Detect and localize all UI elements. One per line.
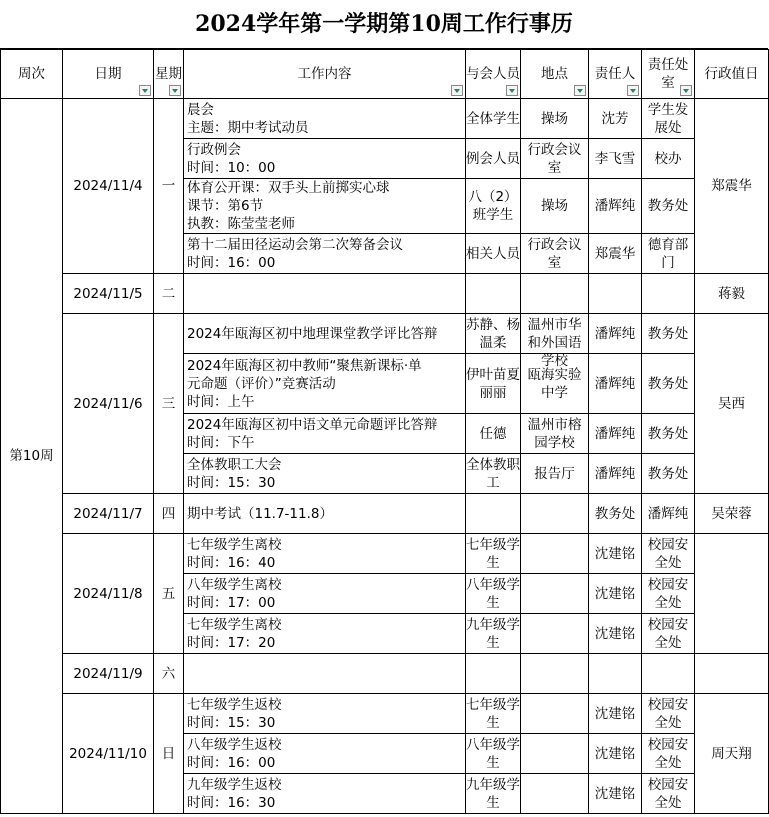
weekday-cell: 五 xyxy=(154,534,184,654)
header-attendees xyxy=(466,50,521,99)
attendees-cell xyxy=(466,454,521,494)
content-line: 执教：陈莹莹老师 xyxy=(187,216,295,232)
attendees-value: 苏静、杨温柔 xyxy=(466,316,520,351)
date-cell: 2024/11/10 xyxy=(63,694,154,814)
office-cell xyxy=(642,454,695,494)
header-person xyxy=(589,50,642,99)
location-cell xyxy=(521,139,589,179)
content-line: 全体教职工大会 xyxy=(187,456,282,473)
office-cell xyxy=(642,574,695,614)
attendees-cell xyxy=(466,734,521,774)
person-cell xyxy=(589,574,642,614)
office-cell xyxy=(642,614,695,654)
office-cell xyxy=(642,274,695,314)
person-value: 潘辉纯 xyxy=(594,465,636,482)
header-date-label: 日期 xyxy=(94,66,122,82)
location-value: 温州市榕园学校 xyxy=(527,416,582,451)
person-cell xyxy=(589,654,642,694)
content-line: 晨会 xyxy=(187,101,214,118)
location-cell xyxy=(521,454,589,494)
location-cell xyxy=(521,414,589,454)
office-cell xyxy=(642,534,695,574)
duty-cell xyxy=(695,654,769,694)
location-cell xyxy=(521,734,589,774)
person-value: 沈芳 xyxy=(601,110,629,127)
content-line: 2024年瓯海区初中语文单元命题评比答辩 xyxy=(187,416,438,433)
person-value: 潘辉纯 xyxy=(594,375,636,392)
schedule-table xyxy=(0,49,769,814)
office-value: 学生发展处 xyxy=(647,101,689,136)
location-cell xyxy=(521,179,589,234)
header-content xyxy=(184,50,466,99)
header-office-label: 责任处室 xyxy=(647,57,689,91)
office-value: 校办 xyxy=(654,150,682,167)
location-cell xyxy=(521,654,589,694)
attendees-cell xyxy=(466,494,521,534)
office-value: 教务处 xyxy=(647,198,689,214)
content-line: 八年级学生离校 xyxy=(187,576,282,593)
location-cell xyxy=(521,534,589,574)
office-cell xyxy=(642,179,695,234)
header-weekday-label: 星期 xyxy=(155,66,182,82)
duty-cell: 蒋毅 xyxy=(695,274,769,314)
content-cell xyxy=(184,234,466,274)
location-cell xyxy=(521,574,589,614)
header-weekday xyxy=(154,50,184,99)
content-cell xyxy=(184,274,466,314)
filter-dropdown-icon[interactable] xyxy=(451,85,463,96)
duty-cell: 周天翔 xyxy=(695,694,769,814)
attendees-value: 相关人员 xyxy=(466,245,520,262)
content-cell xyxy=(184,694,466,734)
attendees-cell xyxy=(466,414,521,454)
duty-cell: 郑震华 xyxy=(695,99,769,274)
attendees-cell xyxy=(466,139,521,179)
content-line: 2024年瓯海区初中地理课堂教学评比答辩 xyxy=(187,325,438,342)
page-title: 2024学年第一学期第10周工作行事历 xyxy=(0,0,768,49)
location-value: 瓯海实验中学 xyxy=(527,366,582,401)
person-cell xyxy=(589,139,642,179)
date-cell: 2024/11/6 xyxy=(63,314,154,494)
content-line: 七年级学生离校 xyxy=(187,616,282,633)
person-cell xyxy=(589,774,642,814)
office-cell xyxy=(642,734,695,774)
content-line: 行政例会 xyxy=(187,141,241,158)
content-cell xyxy=(184,614,466,654)
content-cell xyxy=(184,534,466,574)
filter-dropdown-icon[interactable] xyxy=(139,85,151,96)
header-location-label: 地点 xyxy=(541,66,568,82)
office-cell xyxy=(642,354,695,414)
person-cell xyxy=(589,414,642,454)
content-line: 时间：17：00 xyxy=(187,594,276,611)
weekday-cell: 二 xyxy=(154,274,184,314)
office-value: 校园安全处 xyxy=(647,736,689,771)
duty-cell: 吴西 xyxy=(695,314,769,494)
content-line: 时间：15：30 xyxy=(187,474,276,491)
person-value: 李飞雪 xyxy=(594,150,636,167)
filter-dropdown-icon[interactable] xyxy=(680,85,692,96)
table-row xyxy=(1,274,769,314)
office-value: 教务处 xyxy=(647,375,689,392)
content-line: 时间：16：30 xyxy=(187,794,276,811)
attendees-value: 八（2）班学生 xyxy=(468,189,518,223)
office-value: 校园安全处 xyxy=(647,576,689,611)
person-cell xyxy=(589,179,642,234)
content-line: 七年级学生返校 xyxy=(187,696,282,713)
office-value: 校园安全处 xyxy=(647,776,689,811)
attendees-value: 七年级学生 xyxy=(466,536,520,571)
attendees-cell xyxy=(466,694,521,734)
attendees-cell xyxy=(466,274,521,314)
attendees-value: 例会人员 xyxy=(466,150,520,167)
person-cell xyxy=(589,454,642,494)
content-cell xyxy=(184,179,466,234)
content-cell xyxy=(184,454,466,494)
content-line: 2024年瓯海区初中教师“聚焦新课标·单 xyxy=(187,357,422,374)
location-cell xyxy=(521,694,589,734)
attendees-cell xyxy=(466,574,521,614)
filter-dropdown-icon[interactable] xyxy=(506,85,518,96)
content-line: 时间：17：20 xyxy=(187,634,276,651)
location-cell xyxy=(521,234,589,274)
date-cell: 2024/11/5 xyxy=(63,274,154,314)
attendees-cell xyxy=(466,534,521,574)
attendees-cell xyxy=(466,614,521,654)
attendees-value: 七年级学生 xyxy=(466,696,520,731)
attendees-cell xyxy=(466,354,521,414)
office-cell xyxy=(642,314,695,354)
table-row xyxy=(1,494,769,534)
header-content-label: 工作内容 xyxy=(297,66,352,82)
attendees-cell xyxy=(466,774,521,814)
office-value: 教务处 xyxy=(647,325,689,342)
office-value: 校园安全处 xyxy=(647,616,689,651)
content-line: 时间：16：40 xyxy=(187,554,276,571)
content-line: 八年级学生返校 xyxy=(187,736,282,753)
location-cell xyxy=(521,774,589,814)
table-row xyxy=(1,314,769,354)
content-line: 课节：第6节 xyxy=(187,198,264,214)
content-line: 九年级学生返校 xyxy=(187,776,282,793)
office-cell xyxy=(642,414,695,454)
content-cell xyxy=(184,574,466,614)
attendees-cell xyxy=(466,314,521,354)
weekday-cell: 四 xyxy=(154,494,184,534)
date-cell: 2024/11/9 xyxy=(63,654,154,694)
date-cell: 2024/11/8 xyxy=(63,534,154,654)
office-value: 校园安全处 xyxy=(647,696,689,731)
content-cell xyxy=(184,654,466,694)
duty-cell: 吴荣蓉 xyxy=(695,494,769,534)
header-row xyxy=(1,50,769,99)
week-cell: 第10周 xyxy=(1,99,63,814)
content-line: 时间：15：30 xyxy=(187,714,276,731)
location-value: 报告厅 xyxy=(534,465,575,482)
header-duty: 行政值日 xyxy=(695,50,769,99)
content-cell xyxy=(184,354,466,414)
office-value: 校园安全处 xyxy=(647,536,689,571)
attendees-value: 全体学生 xyxy=(466,110,520,127)
content-line: 时间：16：00 xyxy=(187,254,276,271)
office-value: 教务处 xyxy=(647,465,689,482)
header-week: 周次 xyxy=(1,50,63,99)
person-cell xyxy=(589,734,642,774)
person-value: 潘辉纯 xyxy=(594,325,636,342)
location-cell xyxy=(521,494,589,534)
office-value: 教务处 xyxy=(647,425,689,442)
location-cell xyxy=(521,99,589,139)
office-cell xyxy=(642,234,695,274)
filter-dropdown-icon[interactable] xyxy=(627,85,639,96)
table-row xyxy=(1,99,769,139)
office-cell xyxy=(642,654,695,694)
header-person-label: 责任人 xyxy=(594,66,636,82)
person-value: 郑震华 xyxy=(594,245,636,262)
content-cell xyxy=(184,414,466,454)
content-line: 期中考试（11.7-11.8） xyxy=(187,505,333,522)
content-line: 时间：10：00 xyxy=(187,159,276,176)
location-value: 温州市华和外国语学校 xyxy=(527,316,582,369)
person-value: 教务处 xyxy=(594,505,636,522)
table-row xyxy=(1,654,769,694)
duty-cell xyxy=(695,534,769,654)
attendees-value: 九年级学生 xyxy=(466,776,520,811)
attendees-cell xyxy=(466,654,521,694)
header-date xyxy=(63,50,154,99)
filter-dropdown-icon[interactable] xyxy=(169,85,181,96)
person-value: 沈建铭 xyxy=(594,705,636,722)
table-row xyxy=(1,694,769,734)
person-value: 沈建铭 xyxy=(594,545,636,562)
person-value: 沈建铭 xyxy=(594,585,636,602)
location-cell xyxy=(521,314,589,369)
content-line: 主题：期中考试动员 xyxy=(187,119,309,136)
attendees-value: 任德 xyxy=(479,425,507,442)
location-value: 行政会议室 xyxy=(527,141,582,176)
person-cell xyxy=(589,274,642,314)
location-value: 操场 xyxy=(541,110,568,127)
attendees-value: 伊叶苗夏丽丽 xyxy=(466,366,520,401)
office-value: 潘辉纯 xyxy=(647,505,689,522)
content-line: 元命题（评价）”竞赛活动 xyxy=(187,375,336,392)
person-value: 沈建铭 xyxy=(594,785,636,802)
attendees-value: 八年级学生 xyxy=(466,576,520,611)
person-cell xyxy=(589,314,642,354)
date-cell: 2024/11/7 xyxy=(63,494,154,534)
table-row xyxy=(1,534,769,574)
attendees-value: 全体教职工 xyxy=(466,456,520,491)
content-line: 体育公开课：双手头上前掷实心球 xyxy=(187,180,390,196)
person-value: 潘辉纯 xyxy=(594,198,636,214)
header-attendees-label: 与会人员 xyxy=(466,66,520,82)
person-value: 沈建铭 xyxy=(594,745,636,762)
attendees-cell xyxy=(466,99,521,139)
content-cell xyxy=(184,494,466,534)
person-cell xyxy=(589,234,642,274)
header-office xyxy=(642,50,695,99)
content-cell xyxy=(184,734,466,774)
attendees-value: 九年级学生 xyxy=(466,616,520,651)
person-cell xyxy=(589,694,642,734)
filter-dropdown-icon[interactable] xyxy=(574,85,586,96)
person-cell xyxy=(589,354,642,414)
person-value: 沈建铭 xyxy=(594,625,636,642)
office-cell xyxy=(642,694,695,734)
header-location xyxy=(521,50,589,99)
weekday-cell: 一 xyxy=(154,99,184,274)
office-cell xyxy=(642,99,695,139)
content-line: 时间：下午 xyxy=(187,434,255,451)
content-cell xyxy=(184,774,466,814)
person-cell xyxy=(589,614,642,654)
location-value: 操场 xyxy=(541,198,568,214)
weekday-cell: 日 xyxy=(154,694,184,814)
location-value: 行政会议室 xyxy=(527,236,582,271)
content-line: 时间：上午 xyxy=(187,393,255,410)
office-value: 德育部门 xyxy=(647,236,689,271)
weekday-cell: 三 xyxy=(154,314,184,494)
office-cell xyxy=(642,494,695,534)
location-cell xyxy=(521,274,589,314)
content-cell xyxy=(184,99,466,139)
location-cell xyxy=(521,614,589,654)
content-line: 第十二届田径运动会第二次筹备会议 xyxy=(187,236,403,253)
attendees-cell xyxy=(466,234,521,274)
attendees-value: 八年级学生 xyxy=(466,736,520,771)
office-cell xyxy=(642,139,695,179)
content-cell xyxy=(184,139,466,179)
office-cell xyxy=(642,774,695,814)
date-cell: 2024/11/4 xyxy=(63,99,154,274)
person-cell xyxy=(589,99,642,139)
person-cell xyxy=(589,534,642,574)
attendees-cell xyxy=(466,179,521,234)
person-cell xyxy=(589,494,642,534)
content-cell xyxy=(184,314,466,354)
content-line: 时间：16：00 xyxy=(187,754,276,771)
weekday-cell: 六 xyxy=(154,654,184,694)
content-line: 七年级学生离校 xyxy=(187,536,282,553)
person-value: 潘辉纯 xyxy=(594,425,636,442)
